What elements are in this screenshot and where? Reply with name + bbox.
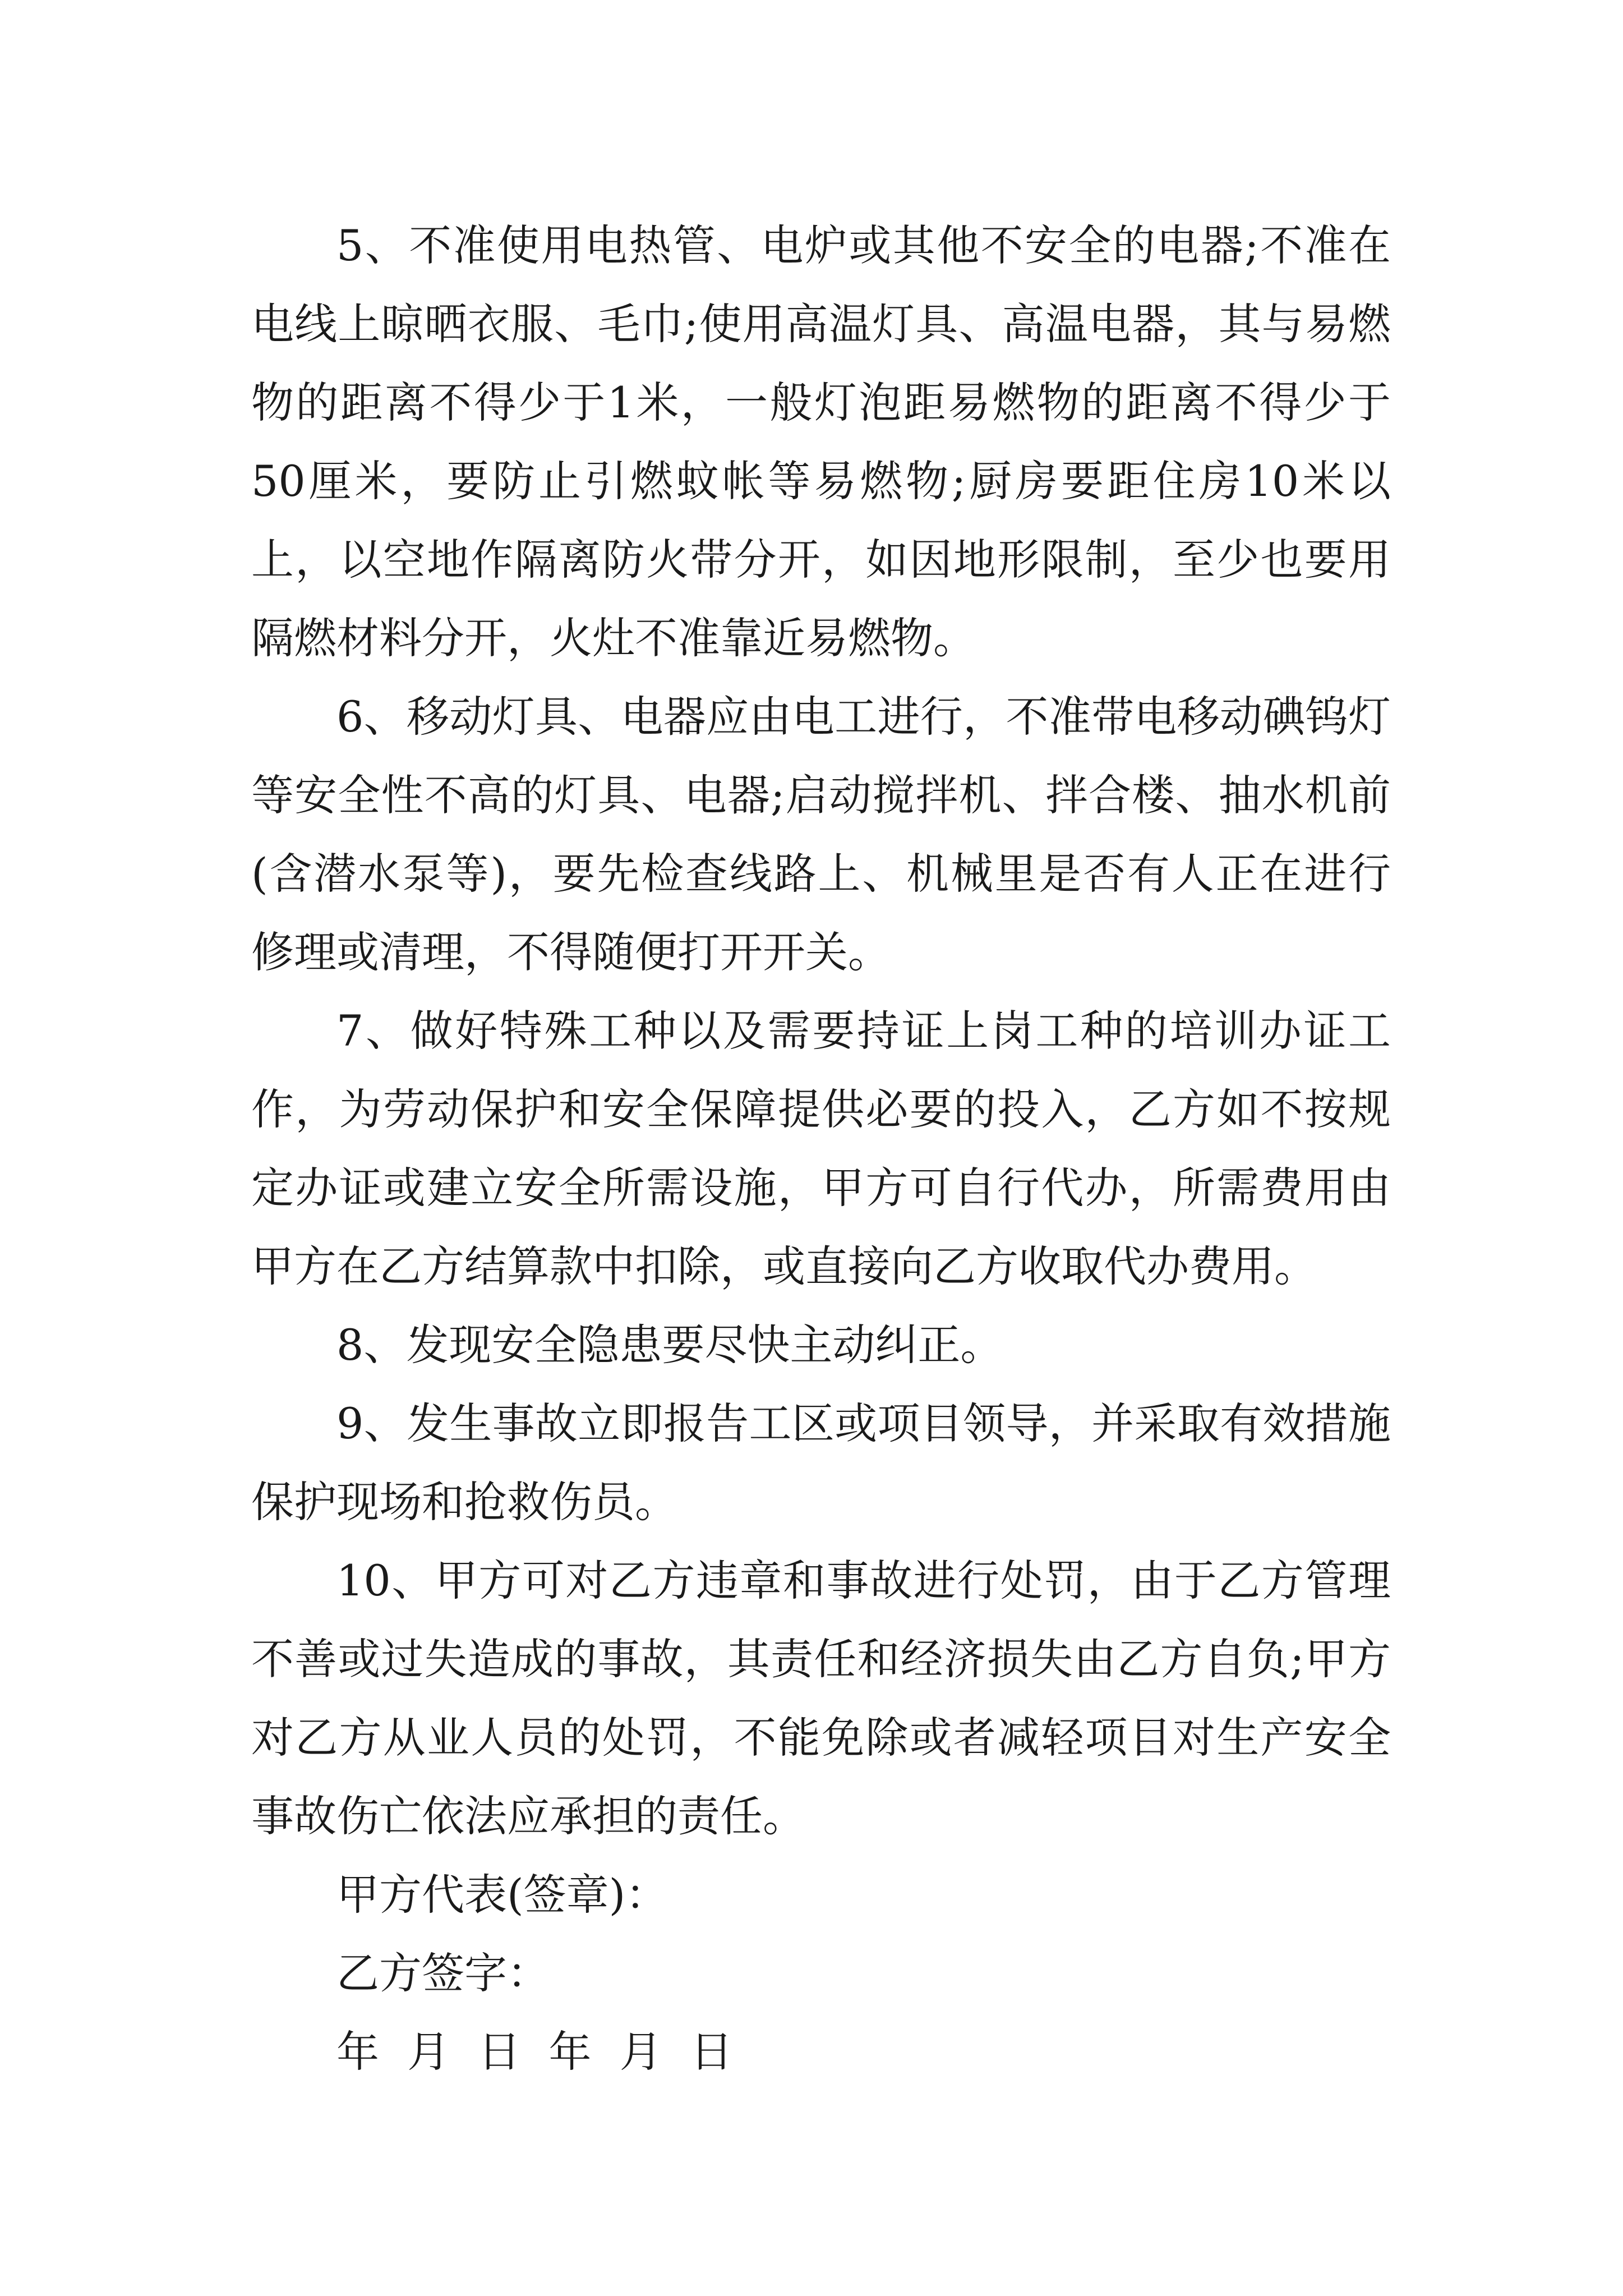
document-body <box>251 206 1391 2091</box>
clause-9: 9、发生事故立即报告工区或项目领导，并采取有效措施保护现场和抢救伤员。 <box>251 1398 1391 1527</box>
clause-6: 6、移动灯具、电器应由电工进行，不准带电移动碘钨灯等安全性不高的灯具、电器;启动搅拌机、拌合楼、抽水机前(含潜水泵等)，要先检查线路上、机械里是否有人正在进行修理或清理，不得随便打开开关。 <box>251 692 1391 977</box>
signature-date-line: 年 月 日 年 月 日 <box>336 2027 733 2077</box>
clause-10: 10、甲方可对乙方违章和事故进行处罚，由于乙方管理不善或过失造成的事故，其责任和经济损失由乙方自负;甲方对乙方从业人员的处罚，不能免除或者减轻项目对生产安全事故伤亡依法应承担的责任。 <box>251 1556 1391 1841</box>
clause-5: 5、不准使用电热管、电炉或其他不安全的电器;不准在电线上晾晒衣服、毛巾;使用高温灯具、高温电器，其与易燃物的距离不得少于1米，一般灯泡距易燃物的距离不得少于50厘米，要防止引燃蚊帐等易燃物;厨房要距住房10米以上，以空地作隔离防火带分开，如因地形限制，至少也要用隔燃材料分开，火灶不准靠近易燃物。 <box>251 220 1391 663</box>
party-b-signature-label: 乙方签字： <box>336 1948 550 1998</box>
clause-8: 8、发现安全隐患要尽快主动纠正。 <box>336 1320 1003 1370</box>
party-a-signature-label: 甲方代表(签章)： <box>336 1870 668 1920</box>
clause-7: 7、做好特殊工种以及需要持证上岗工种的培训办证工作，为劳动保护和安全保障提供必要的投入，乙方如不按规定办证或建立安全所需设施，甲方可自行代办，所需费用由甲方在乙方结算款中扣除，或直接向乙方收取代办费用。 <box>251 1006 1391 1291</box>
